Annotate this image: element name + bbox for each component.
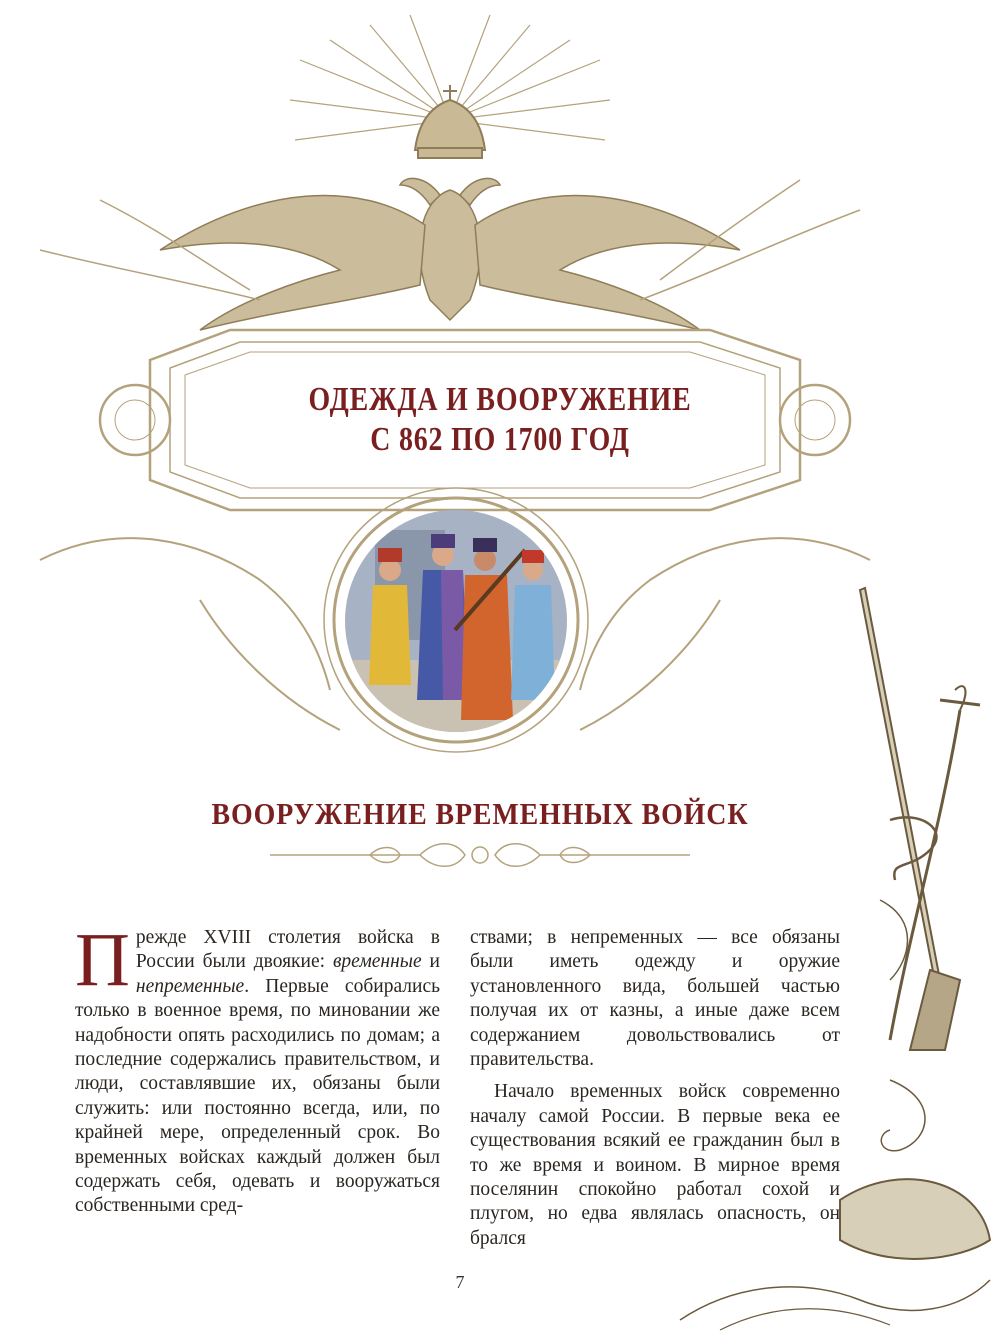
musket-icon — [860, 588, 960, 1050]
drop-cap: П — [75, 918, 130, 1002]
text-run: и — [421, 951, 440, 973]
heading-divider-ornament — [270, 840, 690, 870]
italic-term: непременные — [135, 975, 245, 997]
text-column-left — [75, 918, 440, 1219]
chapter-title-line2: С 862 ПО 1700 ГОД — [370, 421, 630, 458]
weapons-illustration — [660, 580, 1000, 1333]
italic-term: временные — [332, 951, 422, 973]
double-headed-eagle-icon — [160, 178, 740, 330]
text-run: режде XVIII столетия войска в России были двоякие: — [135, 927, 440, 973]
crown-icon — [415, 85, 485, 158]
chapter-title-line1: ОДЕЖДА И ВООРУЖЕНИЕ — [308, 381, 692, 418]
paragraph — [75, 918, 440, 1219]
powder-horn-icon — [840, 1179, 990, 1259]
paragraph: Начало временных войск современно началу самой России. В первые века ее существования всякий ее гражданин был в то же время и воином. В мирное время поселянин спокойно работал сохой и плугом, но едва являлась опасность, он брался — [470, 1081, 840, 1249]
medallion-illustration — [345, 510, 567, 732]
paragraph: ствами; в непременных — все обязаны были иметь одежду и оружие установленного вида, большей частью получая их от казны, а иные даже всем содержанием довольствовались от правительства. — [470, 927, 840, 1071]
section-heading: ВООРУЖЕНИЕ ВРЕМЕННЫХ ВОЙСК — [211, 796, 749, 831]
page-number: 7 — [455, 1272, 465, 1292]
text-run: . Первые собирались только в военное время, по миновании же надобности опять расходились по домам; а последние содержались правительством, и люди, составлявшие их, обязаны были служить: или постоянно всегда, или, по крайней мере, определенный срок. Во временных войсках каждый должен был содержать себя, одевать и вооружаться собственными сред- — [75, 975, 440, 1217]
